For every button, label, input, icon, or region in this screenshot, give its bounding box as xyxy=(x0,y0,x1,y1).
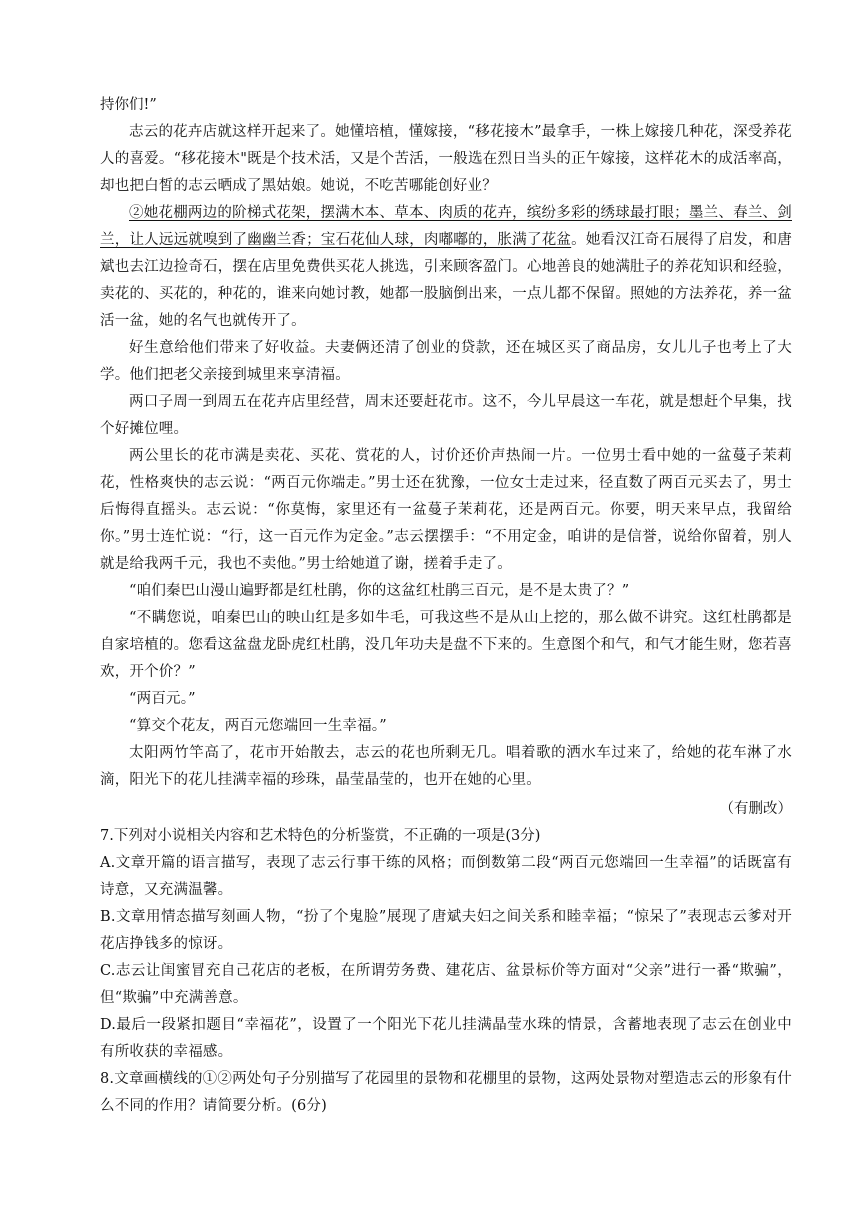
question-8: 8.文章画横线的①②两处句子分别描写了花园里的景物和花棚里的景物，这两处景物对塑造志云的形象有什么不同的作用？请简要分析。(6分) xyxy=(100,1071,792,1114)
paragraph-greenhouse xyxy=(100,200,792,335)
paragraph-greenhouse-rest: 。她看汉江奇石展得了启发，和唐斌也去江边捡奇石，摆在店里免费供买花人挑选，引来顾客盈门。心地善良的她满肚子的养花知识和经验，卖花的、买花的，种花的，谁来向她讨教，她都一股脑倒出来，一点儿都不保留。照她的方法养花，养一盆活一盆，她的名气也就传开了。 xyxy=(100,232,793,329)
abridged-note: （有删改） xyxy=(719,801,792,817)
dialogue-zhiyun: “不瞒您说，咱秦巴山的映山红是多如牛毛，可我这些不是从山上挖的，那么做不讲究。这红杜鹃都是自家培植的。您看这盆盘龙卧虎红杜鹃，没几年功夫是盘不下来的。生意图个和气，和气才能生财，您若喜欢，开个价？” xyxy=(100,610,792,680)
question-7-option-b: B.文章用情态描写刻画人物，“扮了个鬼脸”展现了唐斌夫妇之间关系和睦幸福；“惊呆了”表现志云爹对开花店挣钱多的惊讶。 xyxy=(100,909,792,952)
question-7-option-a: A.文章开篇的语言描写，表现了志云行事干练的风格；而倒数第二段“两百元您端回一生幸福”的话既富有诗意，又充满温馨。 xyxy=(100,855,792,898)
paragraph-opening: 持你们!” xyxy=(100,97,157,113)
question-7-stem: 7.下列对小说相关内容和艺术特色的分析鉴赏，不正确的一项是(3分) xyxy=(100,828,541,844)
question-7-option-d: D.最后一段紧扣题目“幸福花”，设置了一个阳光下花儿挂满晶莹水珠的情景，含蓄地表现了志云在创业中有所收获的幸福感。 xyxy=(100,1017,792,1060)
paragraph-ending: 太阳两竹竿高了，花市开始散去，志云的花也所剩无几。唱着歌的洒水车过来了，给她的花车淋了水滴，阳光下的花儿挂满幸福的珍珠，晶莹晶莹的，也开在她的心里。 xyxy=(100,745,792,788)
dialogue-price: “两百元。” xyxy=(129,691,196,707)
paragraph-income: 好生意给他们带来了好收益。夫妻俩还清了创业的贷款，还在城区买了商品房，女儿儿子也考上了大学。他们把老父亲接到城里来享清福。 xyxy=(100,340,792,383)
dialogue-happiness: “算交个花友，两百元您端回一生幸福。” xyxy=(129,718,387,734)
paragraph-flower-shop: 志云的花卉店就这样开起来了。她懂培植，懂嫁接，“移花接木”最拿手，一株上嫁接几种花，深受养花人的喜爱。“移花接木"既是个技术活，又是个苦活，一般选在烈日当头的正午嫁接，这样花木的成活率高，却也把白皙的志云晒成了黑姑娘。她说，不吃苦哪能创好业？ xyxy=(100,124,792,194)
paragraph-weekly-routine: 两口子周一到周五在花卉店里经营，周末还要赶花市。这不，今儿早晨这一车花，就是想赶个早集，找个好摊位哩。 xyxy=(100,394,792,437)
question-7-option-c: C.志云让闺蜜冒充自己花店的老板，在所谓劳务费、建花店、盆景标价等方面对“父亲”进行一番“欺骗”，但“欺骗”中充满善意。 xyxy=(100,963,792,1006)
underlined-sentence-2: ②她花棚两边的阶梯式花架，摆满木本、草本、肉质的花卉，缤纷多彩的绣球最打眼；墨兰、春兰、剑兰，让人远远就嗅到了幽幽兰香；宝石花仙人球，肉嘟嘟的，胀满了花盆 xyxy=(100,205,792,248)
paragraph-flower-market: 两公里长的花市满是卖花、买花、赏花的人，讨价还价声热闹一片。一位男士看中她的一盆蔓子茉莉花，性格爽快的志云说：“两百元你端走。”男士还在犹豫，一位女士走过来，径直数了两百元买去了，男士后悔得直摇头。志云说：“你莫悔，家里还有一盆蔓子茉莉花，还是两百元。你要，明天来早点，我留给你。”男士连忙说：“行，这一百元作为定金。”志云摆摆手：“不用定金，咱讲的是信誉，说给你留着，别人就是给我两千元，我也不卖他。”男士给她道了谢，搓着手走了。 xyxy=(100,448,792,572)
dialogue-customer: “咱们秦巴山漫山遍野都是红杜鹃，你的这盆红杜鹃三百元，是不是太贵了？” xyxy=(129,583,630,599)
